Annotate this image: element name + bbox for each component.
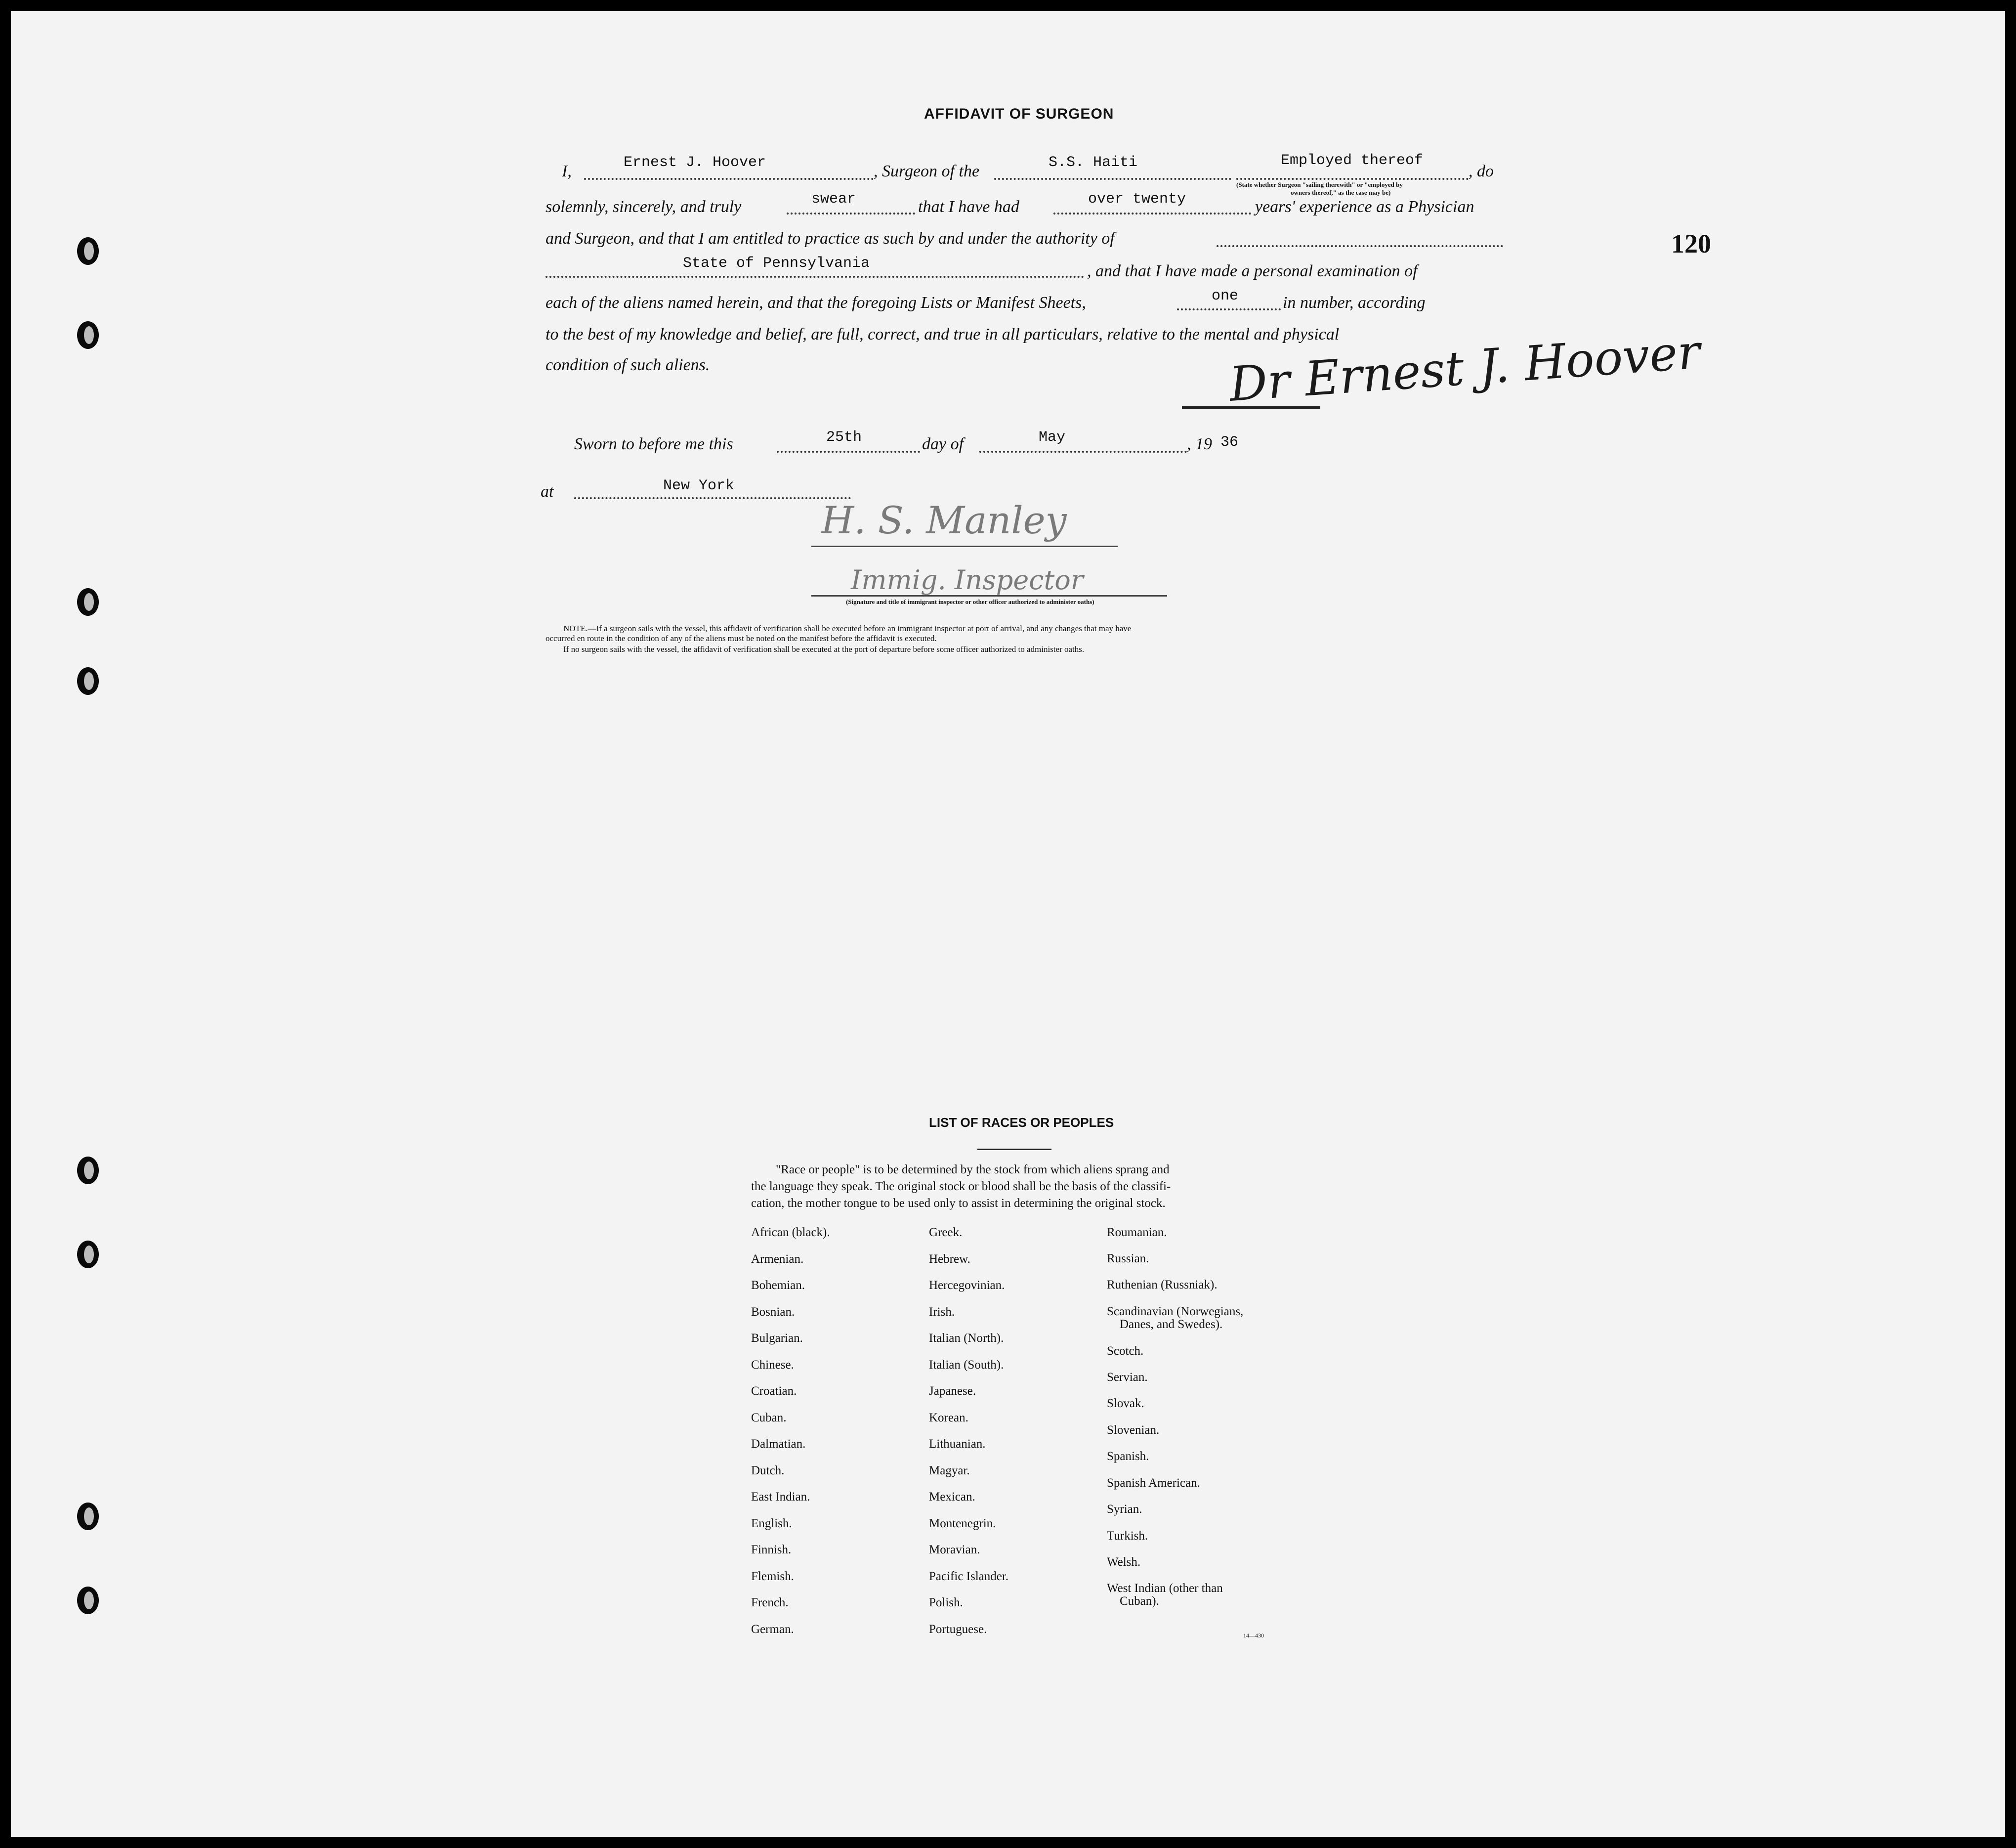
binder-hole (77, 321, 99, 349)
race-list-item: Russian. (1107, 1252, 1149, 1265)
race-list-item: Flemish. (751, 1569, 794, 1583)
fill-line (979, 451, 1187, 453)
race-list-item: Cuban). (1120, 1594, 1159, 1608)
place-of-oath: New York (663, 477, 735, 494)
race-list-item: Korean. (929, 1411, 968, 1424)
race-list-item: Mexican. (929, 1490, 975, 1504)
races-intro: "Race or people" is to be determined by the stock from which aliens sprang and (776, 1163, 1170, 1176)
race-list-item: Ruthenian (Russniak). (1107, 1278, 1218, 1291)
signature-underline (811, 546, 1118, 547)
fill-line (1177, 308, 1281, 310)
affidavit-text: day of (922, 435, 964, 453)
form-number: 14—430 (1243, 1632, 1264, 1639)
race-list-item: Lithuanian. (929, 1437, 986, 1451)
race-list-item: French. (751, 1596, 789, 1609)
race-list-item: Roumanian. (1107, 1226, 1167, 1239)
signature-underline (1182, 406, 1320, 409)
note-text: If no surgeon sails with the vessel, the affidavit of verification shall be executed at the port of departure before some officer authorized to administer oaths. (563, 645, 1085, 654)
employment-note: (State whether Surgeon "sailing therewith" or "employed by (1236, 181, 1403, 188)
affidavit-text: each of the aliens named herein, and that the foregoing Lists or Manifest Sheets, (546, 294, 1086, 312)
document-page (11, 11, 2005, 1837)
races-intro: the language they speak. The original stock or blood shall be the basis of the classifi- (751, 1180, 1171, 1193)
race-list-item: Armenian. (751, 1252, 804, 1266)
race-list-item: Irish. (929, 1305, 955, 1319)
race-list-item: Italian (North). (929, 1332, 1004, 1345)
race-list-item: Hebrew. (929, 1252, 970, 1266)
sworn-year: 36 (1220, 434, 1239, 451)
race-list-item: Servian. (1107, 1371, 1148, 1384)
race-list-item: Cuban. (751, 1411, 787, 1424)
fill-line (574, 497, 851, 499)
race-list-item: Bosnian. (751, 1305, 795, 1319)
signature-caption: (Signature and title of immigrant inspector or other officer authorized to administer oaths) (846, 598, 1094, 605)
race-list-item: German. (751, 1622, 794, 1636)
race-list-item: Slovenian. (1107, 1423, 1160, 1437)
employment-note: owners thereof," as the case may be) (1291, 189, 1391, 196)
race-list-item: Hercegovinian. (929, 1279, 1005, 1292)
race-list-item: Spanish. (1107, 1450, 1149, 1463)
race-list-item: Pacific Islander. (929, 1569, 1009, 1583)
races-intro: cation, the mother tongue to be used only to assist in determining the original stock. (751, 1197, 1166, 1210)
affidavit-text: that I have had (918, 198, 1019, 216)
race-list-item: African (black). (751, 1226, 830, 1239)
binder-hole (77, 1503, 99, 1530)
race-list-item: Bohemian. (751, 1279, 805, 1292)
inspector-title: Immig. Inspector (851, 564, 1084, 596)
vessel-name: S.S. Haiti (1049, 154, 1138, 171)
fill-line (546, 276, 1084, 278)
affidavit-text: at (541, 482, 554, 501)
surgeon-signature: Dr Ernest J. Hoover (1227, 324, 1702, 412)
affidavit-text: , Surgeon of the (874, 162, 980, 180)
affidavit-title: AFFIDAVIT OF SURGEON (924, 106, 1114, 122)
binder-hole (77, 667, 99, 695)
affidavit-text: Sworn to before me this (574, 435, 733, 453)
affidavit-text: to the best of my knowledge and belief, are full, correct, and true in all particulars, relative to the mental and physical (546, 325, 1340, 344)
affidavit-text: solemnly, sincerely, and truly (546, 198, 742, 216)
sworn-month: May (1039, 429, 1066, 446)
fill-line (994, 178, 1231, 180)
affidavit-text: , 19 (1187, 435, 1212, 453)
fill-line (787, 213, 915, 215)
race-list-item: Bulgarian. (751, 1332, 803, 1345)
sheet-count: one (1212, 288, 1239, 304)
race-list-item: Scandinavian (Norwegians, (1107, 1305, 1244, 1318)
fill-line (777, 451, 920, 453)
fill-line (1053, 213, 1251, 215)
race-list-item: Dutch. (751, 1463, 785, 1477)
race-list-item: Polish. (929, 1596, 963, 1609)
affidavit-text: years' experience as a Physician (1255, 198, 1474, 216)
race-list-item: Croatian. (751, 1384, 797, 1398)
affidavit-text: condition of such aliens. (546, 356, 710, 374)
binder-hole (77, 1157, 99, 1184)
race-list-item: Finnish. (751, 1543, 792, 1556)
binder-hole (77, 1241, 99, 1268)
fill-line (1217, 245, 1503, 247)
note-text: occurred en route in the condition of any of the aliens must be noted on the manifest before the affidavit is executed. (546, 634, 937, 643)
fill-line (1236, 178, 1469, 180)
fill-line (584, 178, 874, 180)
race-list-item: Scotch. (1107, 1344, 1144, 1358)
race-list-item: Spanish American. (1107, 1476, 1200, 1490)
note-text: NOTE.—If a surgeon sails with the vessel, this affidavit of verification shall be executed before an immigrant inspector at port of arrival, and any changes that may have (563, 624, 1132, 633)
surgeon-name: Ernest J. Hoover (624, 154, 766, 171)
affidavit-text: and Surgeon, and that I am entitled to practice as such by and under the authority of (546, 229, 1115, 248)
title-rule (977, 1149, 1051, 1150)
years-experience: over twenty (1088, 191, 1186, 208)
inspector-signature: H. S. Manley (821, 498, 1067, 542)
licensing-authority: State of Pennsylvania (683, 255, 870, 272)
affidavit-text: , do (1469, 162, 1494, 180)
employment-status: Employed thereof (1281, 152, 1424, 169)
races-title: LIST OF RACES OR PEOPLES (929, 1115, 1114, 1130)
race-list-item: West Indian (other than (1107, 1582, 1223, 1595)
race-list-item: Japanese. (929, 1384, 976, 1398)
race-list-item: Chinese. (751, 1358, 794, 1372)
race-list-item: Greek. (929, 1226, 963, 1239)
signature-underline (811, 595, 1167, 597)
oath-type: swear (811, 191, 856, 208)
affidavit-text: I, (562, 162, 572, 180)
race-list-item: Welsh. (1107, 1555, 1141, 1569)
affidavit-text: , and that I have made a personal examination of (1087, 262, 1418, 280)
race-list-item: Moravian. (929, 1543, 980, 1556)
page-number: 120 (1671, 229, 1711, 258)
race-list-item: Italian (South). (929, 1358, 1004, 1372)
race-list-item: Danes, and Swedes). (1120, 1318, 1223, 1331)
race-list-item: Turkish. (1107, 1529, 1148, 1543)
sworn-day: 25th (826, 429, 862, 446)
race-list-item: Portuguese. (929, 1622, 987, 1636)
race-list-item: Dalmatian. (751, 1437, 806, 1451)
race-list-item: East Indian. (751, 1490, 810, 1504)
race-list-item: Slovak. (1107, 1397, 1144, 1410)
race-list-item: Montenegrin. (929, 1516, 996, 1530)
race-list-item: Syrian. (1107, 1503, 1142, 1516)
binder-hole (77, 588, 99, 616)
binder-hole (77, 237, 99, 265)
race-list-item: English. (751, 1516, 792, 1530)
binder-hole (77, 1587, 99, 1614)
race-list-item: Magyar. (929, 1463, 970, 1477)
affidavit-text: in number, according (1283, 294, 1426, 312)
